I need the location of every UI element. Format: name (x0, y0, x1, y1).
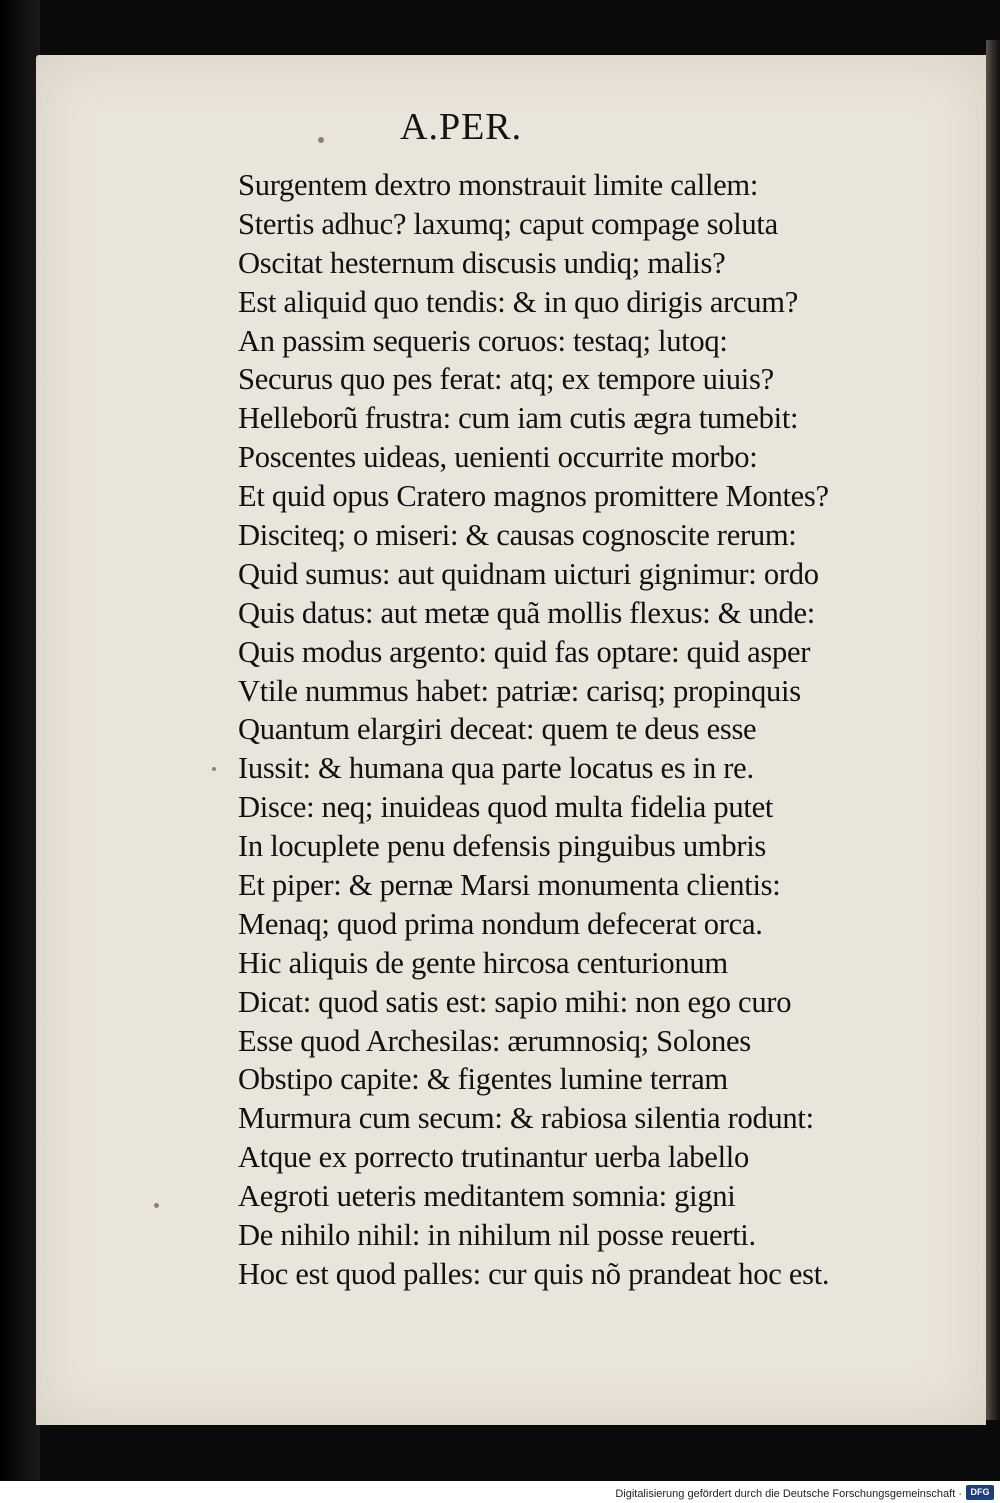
verse-line: Quid sumus: aut quidnam uicturi gignimur: ordo (238, 555, 819, 591)
ink-speck (318, 137, 324, 143)
verse-line: Menaq; quod prima nondum defecerat orca. (238, 905, 763, 941)
footer-strip (0, 1481, 1000, 1503)
verse-line: Disciteq; o miseri: & causas cognoscite rerum: (238, 517, 797, 553)
verse-line: An passim sequeris coruos: testaq; lutoq: (238, 322, 728, 358)
verse-line: Aegroti ueteris meditantem somnia: gigni (238, 1178, 736, 1214)
ink-speck (154, 1203, 159, 1208)
verse-line: Et quid opus Cratero magnos promittere Montes? (238, 478, 829, 514)
verse-line: Murmura cum secum: & rabiosa silentia rodunt: (238, 1100, 814, 1136)
verse-line: Esse quod Archesilas: ærumnosiq; Solones (238, 1022, 751, 1058)
verse-line: Hic aliquis de gente hircosa centurionum (238, 944, 728, 980)
running-head: A.PER. (400, 106, 523, 148)
spine-shadow (0, 0, 40, 1480)
verse-line: Est aliquid quo tendis: & in quo dirigis arcum? (238, 283, 799, 319)
verse-line: Hoc est quod palles: cur quis nõ prandeat hoc est. (238, 1255, 830, 1291)
verse-line: In locuplete penu defensis pinguibus umbris (238, 828, 767, 864)
ink-speck (212, 767, 216, 771)
verse-line: Quantum elargiri deceat: quem te deus esse (238, 711, 757, 747)
verse-line: Quis modus argento: quid fas optare: quid asper (238, 633, 811, 669)
verse-line: Et piper: & pernæ Marsi monumenta clientis: (238, 867, 781, 903)
verse-line: Oscitat hesternum discusis undiq; malis? (238, 244, 726, 280)
verse-line: Stertis adhuc? laxumq; caput compage soluta (238, 205, 778, 241)
verse-line: De nihilo nihil: in nihilum nil posse reuerti. (238, 1217, 756, 1253)
verse-line: Atque ex porrecto trutinantur uerba labello (238, 1139, 749, 1175)
verse-line: Iussit: & humana qua parte locatus es in re. (238, 750, 754, 786)
verse-line: Obstipo capite: & figentes lumine terram (238, 1061, 728, 1097)
verse-line: Quis datus: aut metæ quã mollis flexus: & unde: (238, 594, 815, 630)
verse-text-block (238, 166, 938, 1294)
verse-line: Dicat: quod satis est: sapio mihi: non ego curo (238, 983, 792, 1019)
verse-line: Surgentem dextro monstrauit limite callem: (238, 167, 759, 202)
verse-line: Helleborũ frustra: cum iam cutis ægra tumebit: (238, 400, 799, 436)
verse-line: Securus quo pes ferat: atq; ex tempore uiuis? (238, 361, 774, 397)
verse-line: Poscentes uideas, uenienti occurrite morbo: (238, 439, 758, 475)
dfg-logo-icon: DFG (966, 1485, 994, 1500)
page-edge (986, 40, 1000, 1420)
footer-credit: Digitalisierung gefördert durch die Deutsche Forschungsgemeinschaft · (615, 1488, 962, 1500)
verse-line: Vtile nummus habet: patriæ: carisq; propinquis (238, 672, 801, 708)
verse-line: Disce: neq; inuideas quod multa fidelia putet (238, 789, 774, 825)
